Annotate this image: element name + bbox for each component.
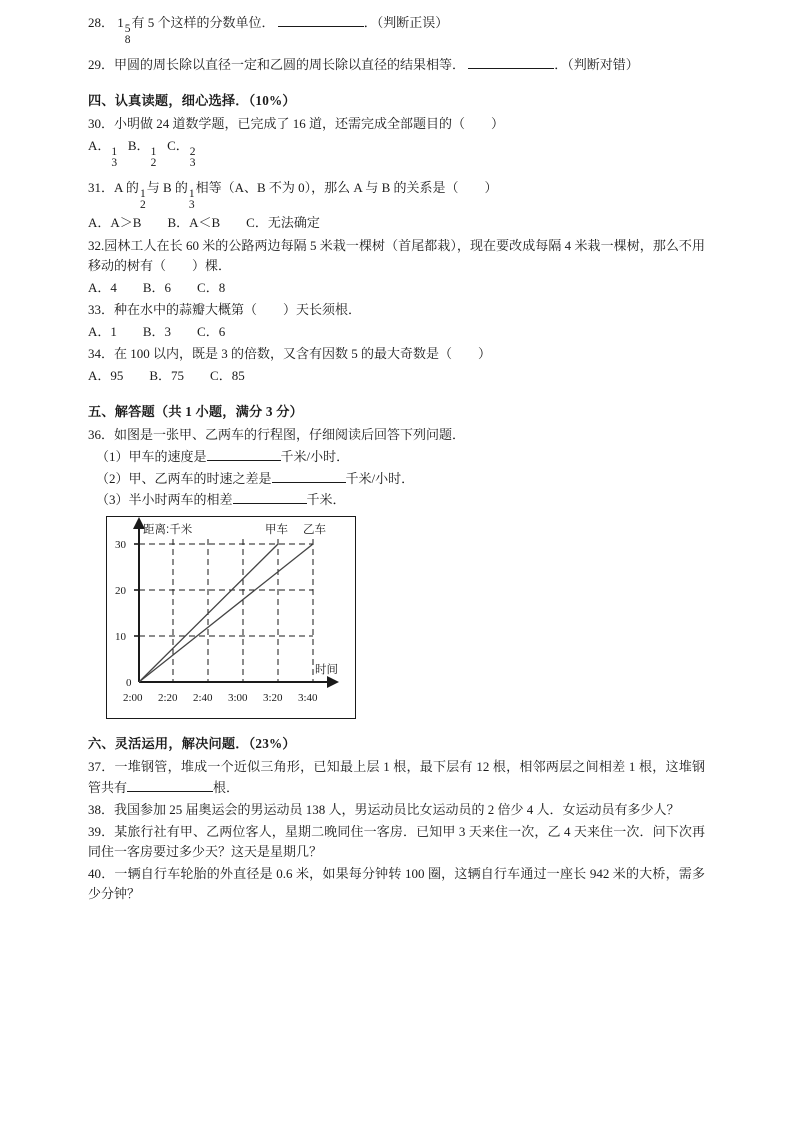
fraction-numerator: 5 bbox=[124, 22, 131, 35]
option-c-label[interactable]: C． bbox=[167, 137, 189, 153]
question-29 bbox=[88, 55, 705, 75]
travel-graph-figure bbox=[106, 516, 705, 719]
question-31-number: 31． bbox=[88, 180, 115, 196]
question-38-text: 我国参加 25 届奥运会的男运动员 138 人，男运动员比女运动员的 2 倍少 4 人．女运动员有多少人？ bbox=[114, 801, 680, 817]
question-32-text: 园林工人在长 60 米的公路两边每隔 5 米栽一棵树（首尾都栽），现在要改成每隔 4 米栽一棵树，那么不用移动的树有（ ）棵． bbox=[88, 237, 705, 273]
x-tick-label-340: 3:40 bbox=[298, 692, 318, 705]
question-28-mixed-number bbox=[117, 13, 131, 46]
question-29-number: 29． bbox=[88, 57, 115, 73]
question-31-text-1: A 的 bbox=[114, 180, 139, 196]
question-29-text: 甲圆的周长除以直径一定和乙圆的周长除以直径的结果相等． bbox=[114, 57, 466, 73]
top-spacer bbox=[88, 0, 705, 13]
question-31-options[interactable]: A．A＞B B．A＜B C．无法确定 bbox=[88, 215, 320, 231]
x-tick-label-320: 3:20 bbox=[263, 692, 283, 705]
question-37 bbox=[88, 757, 705, 797]
question-36-text: 如图是一张甲、乙两车的行程图，仔细阅读后回答下列问题． bbox=[114, 426, 466, 442]
fraction-numerator: 2 bbox=[189, 145, 196, 158]
fraction-numerator: 1 bbox=[188, 187, 195, 200]
answer-blank[interactable] bbox=[207, 460, 281, 461]
question-37-unit: 根． bbox=[213, 779, 240, 795]
question-31-text-2: 与 B 的 bbox=[146, 180, 188, 196]
document-page bbox=[88, 0, 705, 906]
y-tick-label-10: 10 bbox=[115, 631, 126, 644]
y-tick-label-20: 20 bbox=[115, 585, 126, 598]
question-34-number: 34． bbox=[88, 346, 115, 362]
question-38-number: 38． bbox=[88, 801, 115, 817]
y-tick-label-0: 0 bbox=[126, 677, 132, 690]
q28-q29-spacer bbox=[88, 48, 705, 55]
question-28-integer-part: 1 bbox=[117, 15, 124, 30]
question-33-text: 种在水中的蒜瓣大概第（ ）天长须根． bbox=[114, 302, 362, 318]
y-tick-label-30: 30 bbox=[115, 539, 126, 552]
question-32 bbox=[88, 236, 705, 276]
question-33-options[interactable]: A．1 B．3 C．6 bbox=[88, 324, 226, 340]
question-34 bbox=[88, 344, 705, 364]
fraction-denominator: 2 bbox=[150, 156, 157, 169]
x-tick-label-240: 2:40 bbox=[193, 692, 213, 705]
question-38 bbox=[88, 800, 705, 820]
sub-3-unit: 千米． bbox=[306, 492, 346, 508]
question-34-text: 在 100 以内，既是 3 的倍数，又含有因数 5 的最大奇数是（ ） bbox=[114, 346, 492, 362]
sub-1-unit: 千米/小时． bbox=[280, 448, 350, 464]
question-36-sub-1 bbox=[88, 447, 705, 468]
chart-frame bbox=[106, 516, 356, 719]
question-30-options bbox=[88, 136, 705, 169]
x-tick-label-220: 2:20 bbox=[158, 692, 178, 705]
fraction-denominator: 3 bbox=[188, 199, 195, 212]
legend-item-jia: 甲车 bbox=[265, 524, 288, 537]
question-40-number: 40． bbox=[88, 866, 115, 882]
question-30 bbox=[88, 114, 705, 134]
question-31 bbox=[88, 178, 705, 211]
section-heading-six: 六、灵活运用，解决问题．（23%） bbox=[88, 736, 296, 752]
horizontal-gridlines bbox=[139, 544, 313, 636]
fraction-numerator: 1 bbox=[111, 145, 118, 158]
answer-blank[interactable] bbox=[272, 482, 346, 483]
question-39-text: 某旅行社有甲、乙两位客人，星期二晚同住一客房．已知甲 3 天来住一次，乙 4 天来住一次．问下次再同住一客房要过多少天？这天是星期几？ bbox=[88, 823, 705, 859]
question-40-text: 一辆自行车轮胎的外直径是 0.6 米，如果每分钟转 100 圈，这辆自行车通过一座长 942 米的大桥，需多少分钟？ bbox=[88, 866, 705, 902]
question-36-sub-2 bbox=[88, 469, 705, 490]
x-axis-label: 时间 bbox=[315, 664, 338, 677]
fraction-1-2 bbox=[151, 147, 157, 170]
x-tick-label-200: 2:00 bbox=[123, 692, 143, 705]
sub-1-text: （1）甲车的速度是 bbox=[96, 448, 207, 464]
answer-blank[interactable] bbox=[278, 26, 364, 27]
question-37-number: 37． bbox=[88, 759, 115, 775]
section-heading-five: 五、解答题（共 1 小题，满分 3 分） bbox=[88, 403, 303, 419]
question-28-suffix: ．（判断正误） bbox=[363, 15, 449, 30]
section-heading-four: 四、认真读题，细心选择．（10%） bbox=[88, 92, 296, 108]
y-axis-label: 距离:千米 bbox=[143, 524, 193, 537]
question-31-text-3: 相等（A、B 不为 0），那么 A 与 B 的关系是（ ） bbox=[195, 180, 498, 196]
sub-2-unit: 千米/小时． bbox=[345, 470, 415, 486]
question-30-text: 小明做 24 道数学题，已完成了 16 道，还需完成全部题目的（ ） bbox=[114, 115, 505, 131]
question-30-number: 30． bbox=[88, 115, 115, 131]
fraction-denominator: 8 bbox=[124, 34, 131, 47]
fraction-5-8 bbox=[125, 24, 131, 47]
question-39-number: 39． bbox=[88, 823, 115, 839]
answer-blank[interactable] bbox=[468, 68, 554, 69]
question-36-number: 36． bbox=[88, 426, 115, 442]
x-tick-label-300: 3:00 bbox=[228, 692, 248, 705]
option-a-label[interactable]: A． bbox=[88, 137, 111, 153]
question-36-sub-3 bbox=[88, 490, 705, 511]
question-32-options[interactable]: A．4 B．6 C．8 bbox=[88, 279, 226, 295]
option-b-label[interactable]: B． bbox=[127, 137, 150, 153]
question-37-text: 一堆钢管，堆成一个近似三角形，已知最上层 1 根，最下层有 12 根，相邻两层之间相差 1 根，这堆钢管共有 bbox=[88, 759, 705, 795]
legend-item-yi: 乙车 bbox=[303, 524, 326, 537]
question-28-text: 有 5 个这样的分数单位． bbox=[131, 15, 275, 30]
answer-blank[interactable] bbox=[233, 503, 307, 504]
sub-3-text: （3）半小时两车的相差 bbox=[96, 492, 233, 508]
question-32-number: 32. bbox=[88, 237, 105, 253]
question-28 bbox=[88, 13, 705, 46]
question-40 bbox=[88, 864, 705, 904]
question-34-options[interactable]: A．95 B．75 C．85 bbox=[88, 368, 245, 384]
fraction-denominator: 2 bbox=[139, 199, 146, 212]
sub-2-text: （2）甲、乙两车的时速之差是 bbox=[96, 470, 272, 486]
q30-q31-spacer bbox=[88, 171, 705, 178]
fraction-2-3 bbox=[190, 147, 196, 170]
fraction-numerator: 1 bbox=[139, 187, 146, 200]
question-33-number: 33． bbox=[88, 302, 115, 318]
fraction-denominator: 3 bbox=[189, 156, 196, 169]
question-33 bbox=[88, 300, 705, 320]
fraction-1-2 bbox=[140, 189, 146, 212]
fraction-1-3 bbox=[111, 147, 117, 170]
question-39 bbox=[88, 822, 705, 862]
series-line-yi bbox=[139, 544, 313, 682]
answer-blank[interactable] bbox=[127, 791, 213, 792]
travel-line-chart bbox=[107, 517, 355, 718]
question-36 bbox=[88, 425, 705, 445]
fraction-1-3 bbox=[189, 189, 195, 212]
fraction-numerator: 1 bbox=[150, 145, 157, 158]
question-28-number: 28． bbox=[88, 15, 115, 30]
fraction-denominator: 3 bbox=[111, 156, 118, 169]
question-29-suffix: ．（判断对错） bbox=[554, 57, 639, 73]
